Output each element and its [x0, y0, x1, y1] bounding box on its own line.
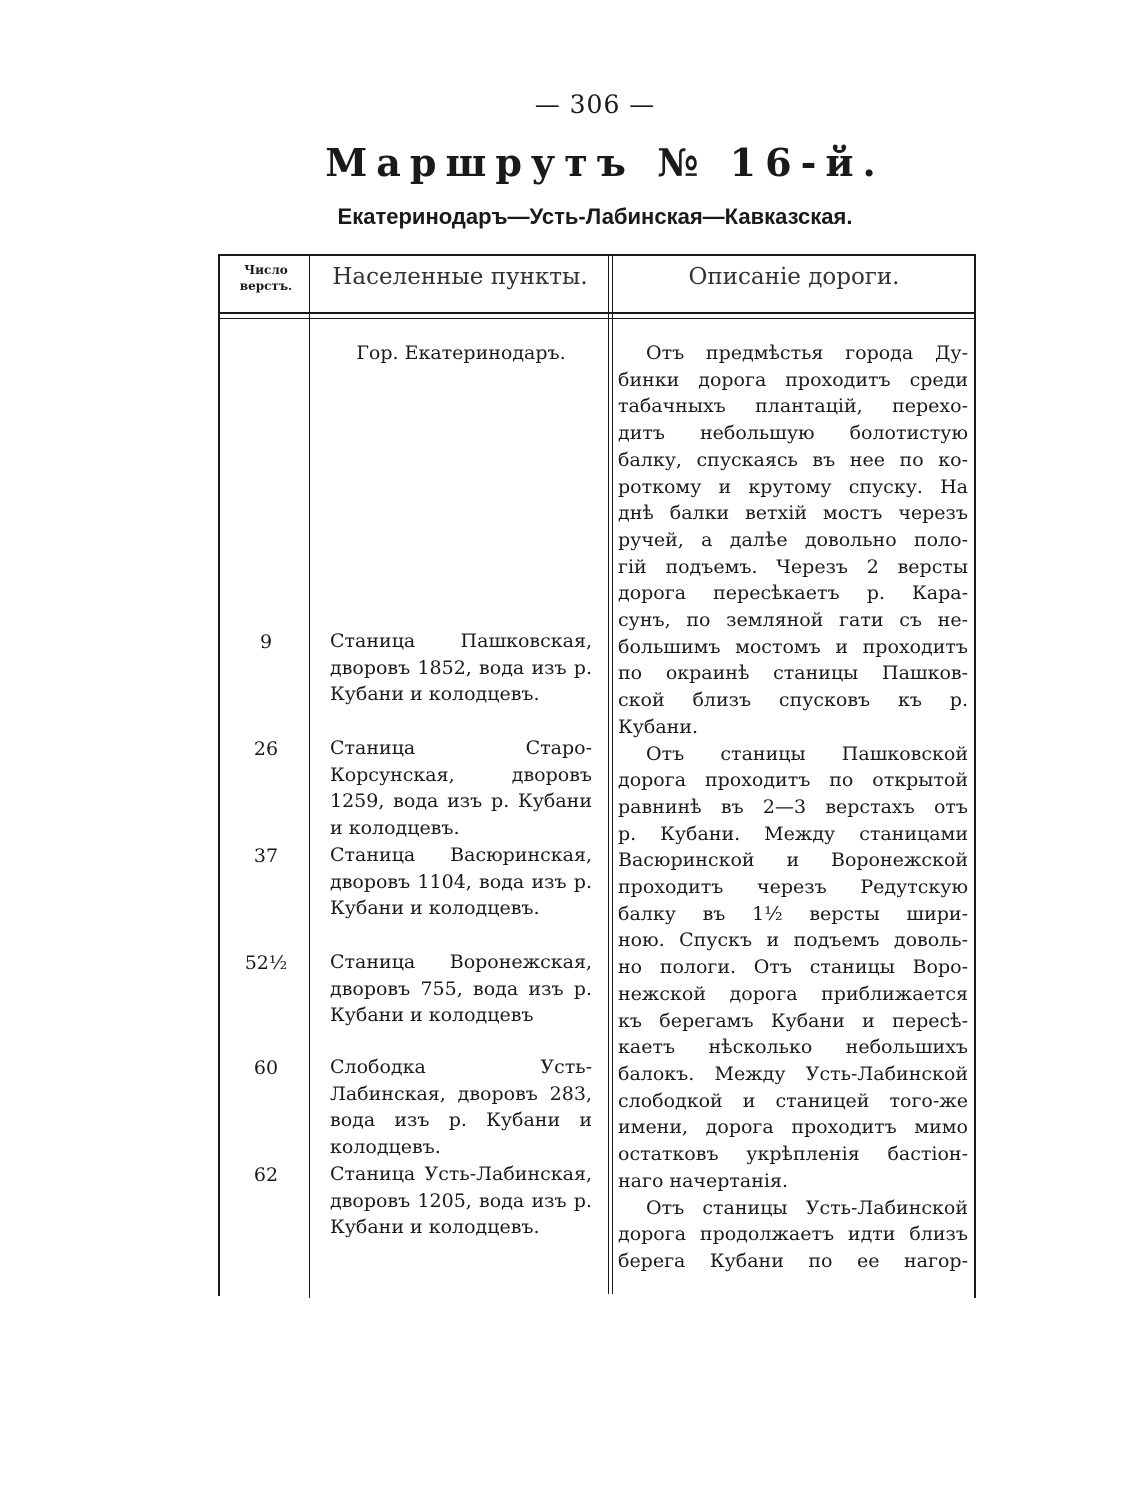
road-line: каетъ нѣсколько небольшихъ — [618, 1036, 968, 1059]
road-line: Отъ станицы Усть-Лабинской — [646, 1196, 968, 1219]
table-header-rule-double — [218, 318, 976, 319]
versts-value: 52½ — [244, 952, 288, 974]
road-line: гій подъемъ. Черезъ 2 версты — [618, 555, 968, 578]
road-line: къ берегамъ Кубани и пересѣ- — [618, 1009, 968, 1032]
table-right-border — [974, 254, 976, 1298]
road-line: дорога продолжаетъ идти близъ — [618, 1223, 968, 1246]
place-entry: Станица Воронежская, дворовъ 755, вода изъ р. Кубани и колодцевъ — [330, 951, 592, 1027]
versts-value: 9 — [259, 631, 273, 653]
table-left-border — [218, 254, 220, 1296]
place-city: Гор. Екатеринодаръ. — [356, 342, 566, 364]
road-line: днѣ балки ветхій мостъ черезъ — [618, 502, 968, 525]
road-line: бинки дорога проходитъ среди — [618, 368, 968, 391]
road-line: ручей, а далѣе довольно поло- — [618, 528, 968, 551]
road-line: балку, спускаясь въ нее по ко- — [618, 448, 968, 471]
road-line: Отъ предмѣстья города Ду- — [646, 342, 968, 364]
place-entry: Станица Старо-Корсунская, дворовъ 1259, вода изъ р. Кубани и колодцевъ. — [330, 737, 592, 840]
road-line: дорога проходитъ по открытой — [618, 769, 968, 792]
road-line: Отъ станицы Пашковской — [646, 742, 968, 765]
route-title: Маршрутъ № 16-й. — [325, 140, 885, 185]
place-entry: Станица Усть-Лабинская, дворовъ 1205, вода изъ р. Кубани и колодцевъ. — [330, 1163, 592, 1239]
road-line: остатковъ укрѣпленія бастіон- — [618, 1143, 968, 1166]
versts-value: 60 — [253, 1057, 279, 1079]
road-line: Васюринской и Воронежской — [618, 849, 968, 872]
road-line: ною. Спускъ и подъемъ доволь- — [618, 929, 968, 952]
versts-value: 26 — [253, 738, 279, 760]
table-top-rule — [218, 254, 976, 256]
place-entry: Слободка Усть-Лабинская, дворовъ 283, вода изъ р. Кубани и колодцевъ. — [330, 1056, 592, 1159]
road-line: большимъ мостомъ и проходитъ — [618, 635, 968, 658]
road-line: имени, дорога проходитъ мимо — [618, 1116, 968, 1139]
road-line: р. Кубани. Между станицами — [618, 822, 968, 845]
road-line: дорога пересѣкаетъ р. Кара- — [618, 582, 968, 605]
road-line: нежской дорога приближается — [618, 982, 968, 1005]
table-header-rule — [218, 312, 976, 314]
road-line: проходитъ черезъ Редутскую — [618, 876, 968, 899]
road-line: дитъ небольшую болотистую — [618, 422, 968, 445]
road-line: равнинѣ въ 2—3 верстахъ отъ — [618, 795, 968, 818]
road-line: берега Кубани по ее нагор- — [618, 1249, 968, 1272]
road-line: наго начертанія. — [618, 1169, 788, 1192]
road-description — [618, 340, 968, 1275]
road-line: сунъ, по земляной гати съ не- — [618, 609, 968, 632]
column-divider-2a — [608, 254, 609, 1294]
road-line: слободкой и станицей того-же — [618, 1089, 968, 1112]
road-line: по окраинѣ станицы Пашков- — [618, 662, 968, 685]
header-road: Описаніе дороги. — [688, 264, 900, 290]
road-line: балку въ 1½ версты шири- — [618, 902, 968, 925]
place-entry: Станица Васюринская, дворовъ 1104, вода изъ р. Кубани и колодцевъ. — [330, 844, 592, 920]
road-line: роткому и крутому спуску. На — [618, 475, 968, 498]
versts-value: 37 — [253, 845, 279, 867]
header-places: Населенные пункты. — [332, 264, 588, 290]
road-line: табачныхъ плантацій, перехо- — [618, 395, 968, 418]
road-line: ской близъ спусковъ къ р. — [618, 689, 968, 712]
versts-value: 62 — [253, 1164, 279, 1186]
road-line: балокъ. Между Усть-Лабинской — [618, 1062, 968, 1085]
route-subtitle: Екатеринодаръ—Усть-Лабинская—Кавказская. — [337, 204, 853, 229]
column-divider-2b — [612, 254, 613, 1294]
place-entry: Станица Пашковская, дворовъ 1852, вода изъ р. Кубани и колодцевъ. — [330, 630, 592, 706]
page-number: — 306 — — [534, 90, 656, 119]
road-line: Кубани. — [618, 715, 699, 738]
column-divider-1 — [309, 254, 310, 1298]
road-line: но пологи. Отъ станицы Воро- — [618, 956, 968, 979]
header-versts: Число верстъ. — [239, 263, 293, 293]
